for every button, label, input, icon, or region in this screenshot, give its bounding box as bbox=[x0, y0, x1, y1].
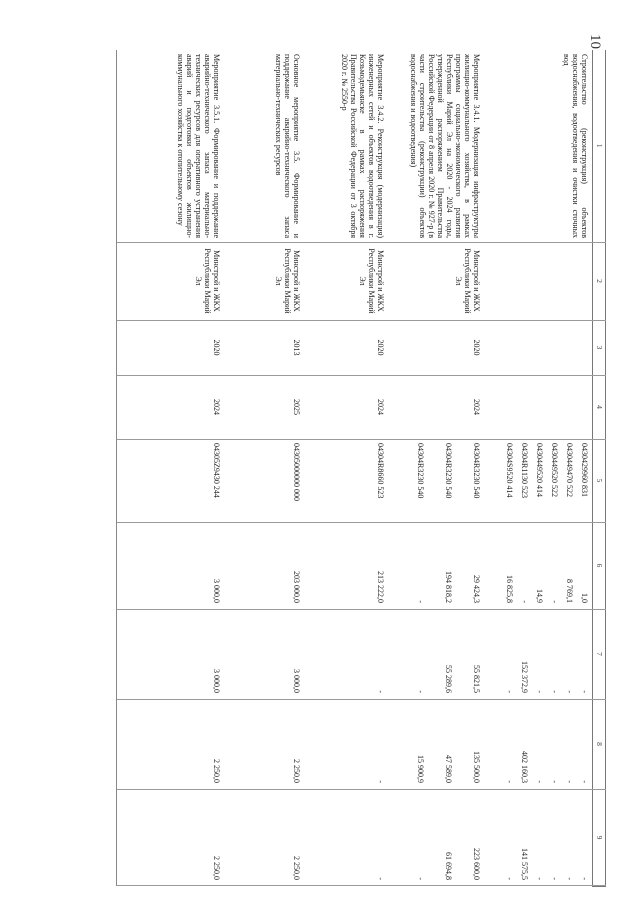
row-start-year: 2020 bbox=[376, 339, 386, 356]
header-cell-8: 8 bbox=[593, 699, 606, 789]
amount: - bbox=[416, 690, 426, 693]
row-values-8 bbox=[116, 699, 225, 789]
row-values-8 bbox=[485, 699, 593, 789]
budget-code: 04304R1130 523 bbox=[520, 443, 529, 499]
amount: 135 500,0 bbox=[472, 751, 482, 783]
budget-code: 04304R3230 540 bbox=[472, 443, 482, 499]
header-cell-6: 6 bbox=[593, 522, 606, 609]
row-values-6 bbox=[225, 522, 305, 609]
amount: - bbox=[550, 780, 559, 783]
amount: - bbox=[565, 690, 574, 693]
row-executor: Минстрой и ЖКХ Республики Марий Эл bbox=[274, 248, 302, 314]
budget-code: 0430449520 414 bbox=[535, 443, 544, 497]
header-cell-1: 1 bbox=[593, 50, 606, 242]
table-row bbox=[305, 50, 389, 886]
amount: 141 575,5 bbox=[520, 848, 529, 880]
header-cell-3: 3 bbox=[593, 320, 606, 375]
amount: 15 900,9 bbox=[416, 755, 426, 783]
row-description: Мероприятие 3.4.2. Реконструкция (модернизация) инженерных сетей и объектов водоотведения в г. Козьмодемьянске в рамках распоряжения Правительства Российской Федерации от 3 октября 2020 г. № 2550-р bbox=[340, 54, 386, 238]
row-values-9 bbox=[389, 789, 485, 886]
row-codes bbox=[485, 439, 593, 522]
amount: - bbox=[535, 780, 544, 783]
header-row bbox=[593, 50, 606, 886]
row-values-9 bbox=[485, 789, 593, 886]
header-cell-4: 4 bbox=[593, 375, 606, 439]
amount: 14,9 bbox=[535, 589, 544, 603]
amount: 8 769,1 bbox=[565, 579, 574, 603]
amount: - bbox=[376, 690, 386, 693]
amount: 47 589,0 bbox=[444, 755, 454, 783]
row-executor bbox=[485, 242, 593, 320]
budget-code: 04305000000 000 bbox=[292, 443, 302, 501]
amount: 2 250,0 bbox=[212, 856, 222, 880]
row-end-year: 2024 bbox=[376, 399, 386, 415]
amount: 213 222,0 bbox=[376, 571, 386, 603]
budget-code: 0430449470 522 bbox=[565, 443, 574, 497]
amount: 3 000,0 bbox=[292, 669, 302, 693]
row-values-7 bbox=[116, 609, 225, 699]
amount: 16 825,8 bbox=[505, 575, 514, 603]
budget-code: 04304R3230 540 bbox=[416, 443, 426, 499]
budget-code: 0430449520 522 bbox=[550, 443, 559, 497]
table-row bbox=[485, 50, 593, 886]
amount: 61 694,8 bbox=[444, 852, 454, 880]
row-executor: Минстрой и ЖКХ Республики Марий Эл bbox=[358, 248, 386, 314]
row-values-6 bbox=[116, 522, 225, 609]
budget-code: 04305Z9430 244 bbox=[212, 443, 222, 498]
amount: - bbox=[580, 877, 589, 880]
amount: 2 250,0 bbox=[292, 759, 302, 783]
row-values-7 bbox=[225, 609, 305, 699]
amount: 3 000,0 bbox=[212, 669, 222, 693]
row-end-year: 2024 bbox=[212, 399, 222, 415]
amount: 55 821,5 bbox=[472, 665, 482, 693]
row-values-6 bbox=[485, 522, 593, 609]
row-description: Строительство (реконструкция) объектов водоснабжения, водоотведения и очистки сточных вод bbox=[562, 54, 589, 238]
amount: - bbox=[565, 877, 574, 880]
amount: 2 250,0 bbox=[212, 759, 222, 783]
amount: - bbox=[376, 877, 386, 880]
amount: - bbox=[505, 690, 514, 693]
row-description: Мероприятие 3.5.1. Формирование и поддержание аварийно-технического запаса материально-технических ресурсов для оперативного устранения аварий и подготовки объектов жилищно-коммунального хозяйства к отопительному сезону bbox=[176, 54, 222, 238]
row-end-year: 2024 bbox=[472, 399, 482, 415]
amount: - bbox=[550, 877, 559, 880]
budget-code: 04304R8660 523 bbox=[376, 443, 386, 499]
budget-code: 04304S9520 414 bbox=[505, 443, 514, 498]
amount: - bbox=[416, 877, 426, 880]
row-values-9 bbox=[305, 789, 389, 886]
row-start-year: 2013 bbox=[292, 339, 302, 356]
row-start-year: 2020 bbox=[472, 339, 482, 356]
amount: - bbox=[376, 780, 386, 783]
row-start-year bbox=[485, 320, 593, 375]
amount: 29 424,3 bbox=[472, 575, 482, 603]
amount: 203 000,0 bbox=[292, 571, 302, 603]
row-values-8 bbox=[225, 699, 305, 789]
table-row bbox=[389, 50, 485, 886]
row-values-6 bbox=[305, 522, 389, 609]
amount: - bbox=[580, 690, 589, 693]
row-description: Основное мероприятие 3.5. Формирование и поддержание аварийно-технического запаса материально-технических ресурсов bbox=[274, 54, 302, 238]
amount: 152 372,9 bbox=[520, 661, 529, 693]
row-values-8 bbox=[305, 699, 389, 789]
amount: - bbox=[565, 780, 574, 783]
table-row bbox=[225, 50, 305, 886]
budget-table bbox=[116, 50, 606, 887]
row-end-year bbox=[485, 375, 593, 439]
amount: - bbox=[505, 780, 514, 783]
header-cell-2: 2 bbox=[593, 242, 606, 320]
amount: - bbox=[535, 877, 544, 880]
row-executor: Минстрой и ЖКХ Республики Марий Эл bbox=[194, 248, 222, 314]
row-codes bbox=[389, 439, 485, 522]
row-codes bbox=[225, 439, 305, 522]
rotated-page bbox=[116, 50, 606, 886]
header-cell-5: 5 bbox=[593, 439, 606, 522]
amount: 194 818,2 bbox=[444, 571, 454, 603]
amount: 55 289,6 bbox=[444, 665, 454, 693]
row-codes bbox=[305, 439, 389, 522]
amount: - bbox=[550, 600, 559, 603]
budget-code: 04304R3230 540 bbox=[444, 443, 454, 499]
amount: 2 250,0 bbox=[292, 856, 302, 880]
amount: - bbox=[520, 600, 529, 603]
header-cell-7: 7 bbox=[593, 609, 606, 699]
row-values-9 bbox=[225, 789, 305, 886]
amount: 402 160,3 bbox=[520, 751, 529, 783]
budget-code: 0430429960 831 bbox=[580, 443, 589, 497]
amount: - bbox=[550, 690, 559, 693]
amount: 3 000,0 bbox=[212, 579, 222, 603]
table-row bbox=[116, 50, 225, 886]
amount: - bbox=[416, 600, 426, 603]
page-number: 10 bbox=[587, 34, 603, 49]
amount: - bbox=[535, 690, 544, 693]
amount: - bbox=[505, 877, 514, 880]
row-description: Мероприятие 3.4.1. Модернизация инфраструктуры жилищно-коммунального хозяйства, в рамках программы социально-экономического развития Республики Марий Эл на 2020 - 2024 годы, утвержденной распоряжением Правительства Российской Федерации от 8 апреля 2020 г. № 927-р (в части строительства (реконструкции) объектов водоснабжения и водоотведения) bbox=[409, 54, 482, 238]
row-values-7 bbox=[389, 609, 485, 699]
amount: 1,0 bbox=[580, 593, 589, 603]
row-executor: Минстрой и ЖКХ Республики Марий Эл bbox=[454, 248, 482, 314]
row-start-year: 2020 bbox=[212, 339, 222, 356]
row-values-7 bbox=[485, 609, 593, 699]
row-values-8 bbox=[389, 699, 485, 789]
row-values-9 bbox=[116, 789, 225, 886]
amount: 223 600,0 bbox=[472, 848, 482, 880]
row-values-7 bbox=[305, 609, 389, 699]
amount: - bbox=[580, 780, 589, 783]
row-end-year: 2025 bbox=[292, 399, 302, 415]
header-cell-9: 9 bbox=[593, 789, 606, 886]
row-codes bbox=[116, 439, 225, 522]
row-values-6 bbox=[389, 522, 485, 609]
